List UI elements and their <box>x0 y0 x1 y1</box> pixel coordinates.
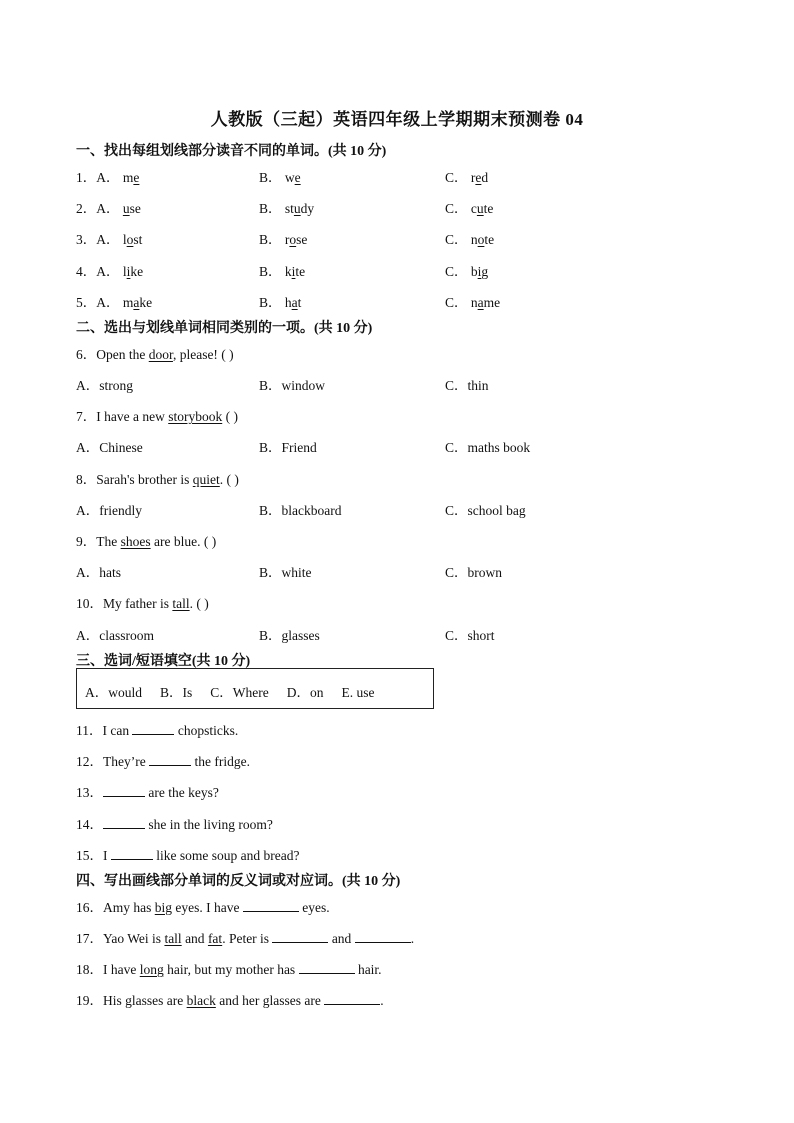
stem-text: 13． <box>76 785 103 800</box>
word-part: ke <box>130 264 144 279</box>
underlined-letters: a <box>477 295 484 310</box>
question-stem <box>76 530 216 550</box>
word-part: l <box>119 232 127 247</box>
option-c <box>445 291 500 311</box>
word-part: te <box>484 232 495 247</box>
word-part: me <box>483 295 501 310</box>
underlined-word: tall <box>164 931 182 946</box>
antonym-question <box>76 958 382 978</box>
word-part: te <box>295 264 306 279</box>
word-bank-option: A．would <box>85 685 142 700</box>
option-letter: A． <box>96 201 120 216</box>
word-part: m <box>119 295 134 310</box>
answer-blank <box>149 753 191 766</box>
text-fragment: and <box>328 931 355 946</box>
answer-blank <box>299 961 355 974</box>
word-part: st <box>281 201 294 216</box>
antonym-question <box>76 896 330 916</box>
fill-blank-question <box>76 719 238 739</box>
option-b <box>259 166 301 186</box>
text-fragment: 17．Yao Wei is <box>76 931 165 946</box>
option-letter: C． <box>445 295 468 310</box>
answer-blank <box>243 899 299 912</box>
underlined-letters: o <box>289 232 297 247</box>
underlined-letters: u <box>293 201 301 216</box>
stem-text: are blue. ( ) <box>150 534 217 549</box>
stem-text: 7．I have a new <box>76 409 169 424</box>
option-letter: B． <box>259 201 282 216</box>
word-part: dy <box>300 201 315 216</box>
option-letter: B． <box>259 170 282 185</box>
underlined-letters: i <box>291 264 296 279</box>
word-part: w <box>281 170 295 185</box>
stem-text: 15．I <box>76 848 111 863</box>
word-part: g <box>481 264 489 279</box>
answer-blank <box>103 784 145 797</box>
underlined-word: door <box>148 347 173 362</box>
underlined-word: shoes <box>120 534 151 549</box>
underlined-word: long <box>139 962 164 977</box>
answer-blank <box>103 816 145 829</box>
option-c <box>445 228 494 248</box>
underlined-letters: a <box>133 295 140 310</box>
answer-blank <box>272 930 328 943</box>
word-part: se <box>296 232 308 247</box>
question-number: 1． <box>76 170 97 185</box>
word-part: k <box>281 264 292 279</box>
stem-text: 8．Sarah's brother is <box>76 472 193 487</box>
option-letter: C． <box>445 201 468 216</box>
option-letter: C． <box>445 232 468 247</box>
word-bank-option: D．on <box>286 685 324 700</box>
underlined-letters: o <box>477 232 485 247</box>
answer-option-c: C．thin <box>445 378 489 393</box>
option-letter: C． <box>445 170 468 185</box>
text-fragment: 16．Amy has <box>76 900 155 915</box>
option-letter: B． <box>259 264 282 279</box>
section-heading-4: 四、写出画线部分单词的反义词或对应词。(共 10 分) <box>76 874 401 889</box>
answer-option-b: B．blackboard <box>259 503 342 518</box>
text-fragment: . Peter is <box>222 931 273 946</box>
word-part: r <box>467 170 476 185</box>
fill-blank-question <box>76 750 250 770</box>
word-part: st <box>133 232 143 247</box>
option-letter: A． <box>96 295 120 310</box>
word-bank-option: B．Is <box>160 685 193 700</box>
text-fragment: and her glasses are <box>215 993 325 1008</box>
answer-option-b: B．Friend <box>259 440 317 455</box>
stem-text: the fridge. <box>191 754 250 769</box>
stem-text: . ( ) <box>189 596 209 611</box>
stem-text: 10．My father is <box>76 596 173 611</box>
section-heading-2: 二、选出与划线单词相同类别的一项。(共 10 分) <box>76 321 373 336</box>
fill-blank-question <box>76 844 299 864</box>
option-a <box>76 260 143 280</box>
text-fragment: 18．I have <box>76 962 140 977</box>
underlined-letters: i <box>477 264 482 279</box>
underlined-word: fat <box>207 931 223 946</box>
word-part: t <box>297 295 302 310</box>
stem-text: 9．The <box>76 534 121 549</box>
stem-text: chopsticks. <box>174 723 239 738</box>
stem-text: , please! ( ) <box>172 347 234 362</box>
answer-option-a: A．strong <box>76 378 133 393</box>
section-heading-3: 三、选词/短语填空(共 10 分) <box>76 654 251 669</box>
option-letter: A． <box>96 264 120 279</box>
stem-text: she in the living room? <box>145 817 273 832</box>
word-part: n <box>467 232 478 247</box>
underlined-word: quiet <box>192 472 220 487</box>
option-c <box>445 260 488 280</box>
stem-text: 11．I can <box>76 723 133 738</box>
option-b <box>259 260 305 280</box>
underlined-word: black <box>186 993 216 1008</box>
question-stem <box>76 343 234 363</box>
question-number: 2． <box>76 201 97 216</box>
answer-option-c: C．maths book <box>445 440 531 455</box>
underlined-letters: u <box>476 201 484 216</box>
option-c <box>445 197 493 217</box>
question-number: 5． <box>76 295 97 310</box>
stem-text: 14． <box>76 817 103 832</box>
stem-text: ( ) <box>222 409 238 424</box>
question-number: 3． <box>76 232 97 247</box>
word-part: te <box>483 201 494 216</box>
stem-text: . ( ) <box>219 472 239 487</box>
text-fragment: hair. <box>354 962 382 977</box>
section-heading-1: 一、找出每组划线部分读音不同的单词。(共 10 分) <box>76 144 387 159</box>
underlined-letters: u <box>122 201 130 216</box>
text-fragment: eyes. I have <box>172 900 243 915</box>
word-part: c <box>467 201 477 216</box>
word-part: b <box>467 264 478 279</box>
word-bank-option: E. use <box>341 685 375 700</box>
option-letter: A． <box>96 232 120 247</box>
question-stem <box>76 592 209 612</box>
option-letter: B． <box>259 232 282 247</box>
text-fragment: eyes. <box>298 900 330 915</box>
stem-text: 12．They’re <box>76 754 150 769</box>
word-part: n <box>467 295 478 310</box>
option-b <box>259 291 301 311</box>
answer-option-c: C．brown <box>445 565 502 580</box>
word-part: l <box>119 264 127 279</box>
answer-option-b: B．window <box>259 378 326 393</box>
option-letter: A． <box>96 170 120 185</box>
answer-blank <box>111 847 153 860</box>
option-b <box>259 228 307 248</box>
word-bank-options <box>85 681 393 701</box>
underlined-word: storybook <box>168 409 223 424</box>
answer-option-a: A．Chinese <box>76 440 143 455</box>
stem-text: like some soup and bread? <box>152 848 300 863</box>
option-a <box>76 228 142 248</box>
option-letter: B． <box>259 295 282 310</box>
antonym-question <box>76 989 384 1009</box>
word-bank-box <box>76 668 434 709</box>
antonym-question <box>76 927 414 947</box>
word-part: m <box>119 170 134 185</box>
answer-option-a: A．classroom <box>76 628 154 643</box>
fill-blank-question <box>76 813 273 833</box>
answer-option-a: A．hats <box>76 565 121 580</box>
text-fragment: and <box>181 931 208 946</box>
question-stem <box>76 405 238 425</box>
stem-text: are the keys? <box>145 785 219 800</box>
option-a <box>76 197 141 217</box>
answer-blank <box>324 992 380 1005</box>
word-part: d <box>481 170 489 185</box>
underlined-word: tall <box>172 596 190 611</box>
text-fragment: . <box>380 993 384 1008</box>
underlined-letters: e <box>133 170 140 185</box>
option-a <box>76 291 152 311</box>
answer-option-b: B．glasses <box>259 628 320 643</box>
answer-option-b: B．white <box>259 565 312 580</box>
word-part: ke <box>139 295 153 310</box>
option-c <box>445 166 488 186</box>
page-title: 人教版（三起）英语四年级上学期期末预测卷 04 <box>210 110 584 129</box>
word-bank-option: C．Where <box>210 685 269 700</box>
text-fragment: hair, but my mother has <box>163 962 299 977</box>
text-fragment: 19．His glasses are <box>76 993 187 1008</box>
question-stem <box>76 468 239 488</box>
stem-text: 6．Open the <box>76 347 149 362</box>
underlined-letters: e <box>475 170 482 185</box>
underlined-letters: i <box>126 264 131 279</box>
answer-blank <box>355 930 411 943</box>
option-b <box>259 197 314 217</box>
underlined-letters: e <box>294 170 301 185</box>
answer-blank <box>132 722 174 735</box>
underlined-letters: o <box>126 232 134 247</box>
answer-option-c: C．school bag <box>445 503 526 518</box>
fill-blank-question <box>76 781 219 801</box>
answer-option-c: C．short <box>445 628 495 643</box>
question-number: 4． <box>76 264 97 279</box>
word-part: r <box>281 232 290 247</box>
text-fragment: . <box>410 931 415 946</box>
option-a <box>76 166 139 186</box>
option-letter: C． <box>445 264 468 279</box>
underlined-letters: a <box>291 295 298 310</box>
word-part: se <box>129 201 141 216</box>
word-part: h <box>281 295 292 310</box>
underlined-word: big <box>154 900 173 915</box>
answer-option-a: A．friendly <box>76 503 142 518</box>
